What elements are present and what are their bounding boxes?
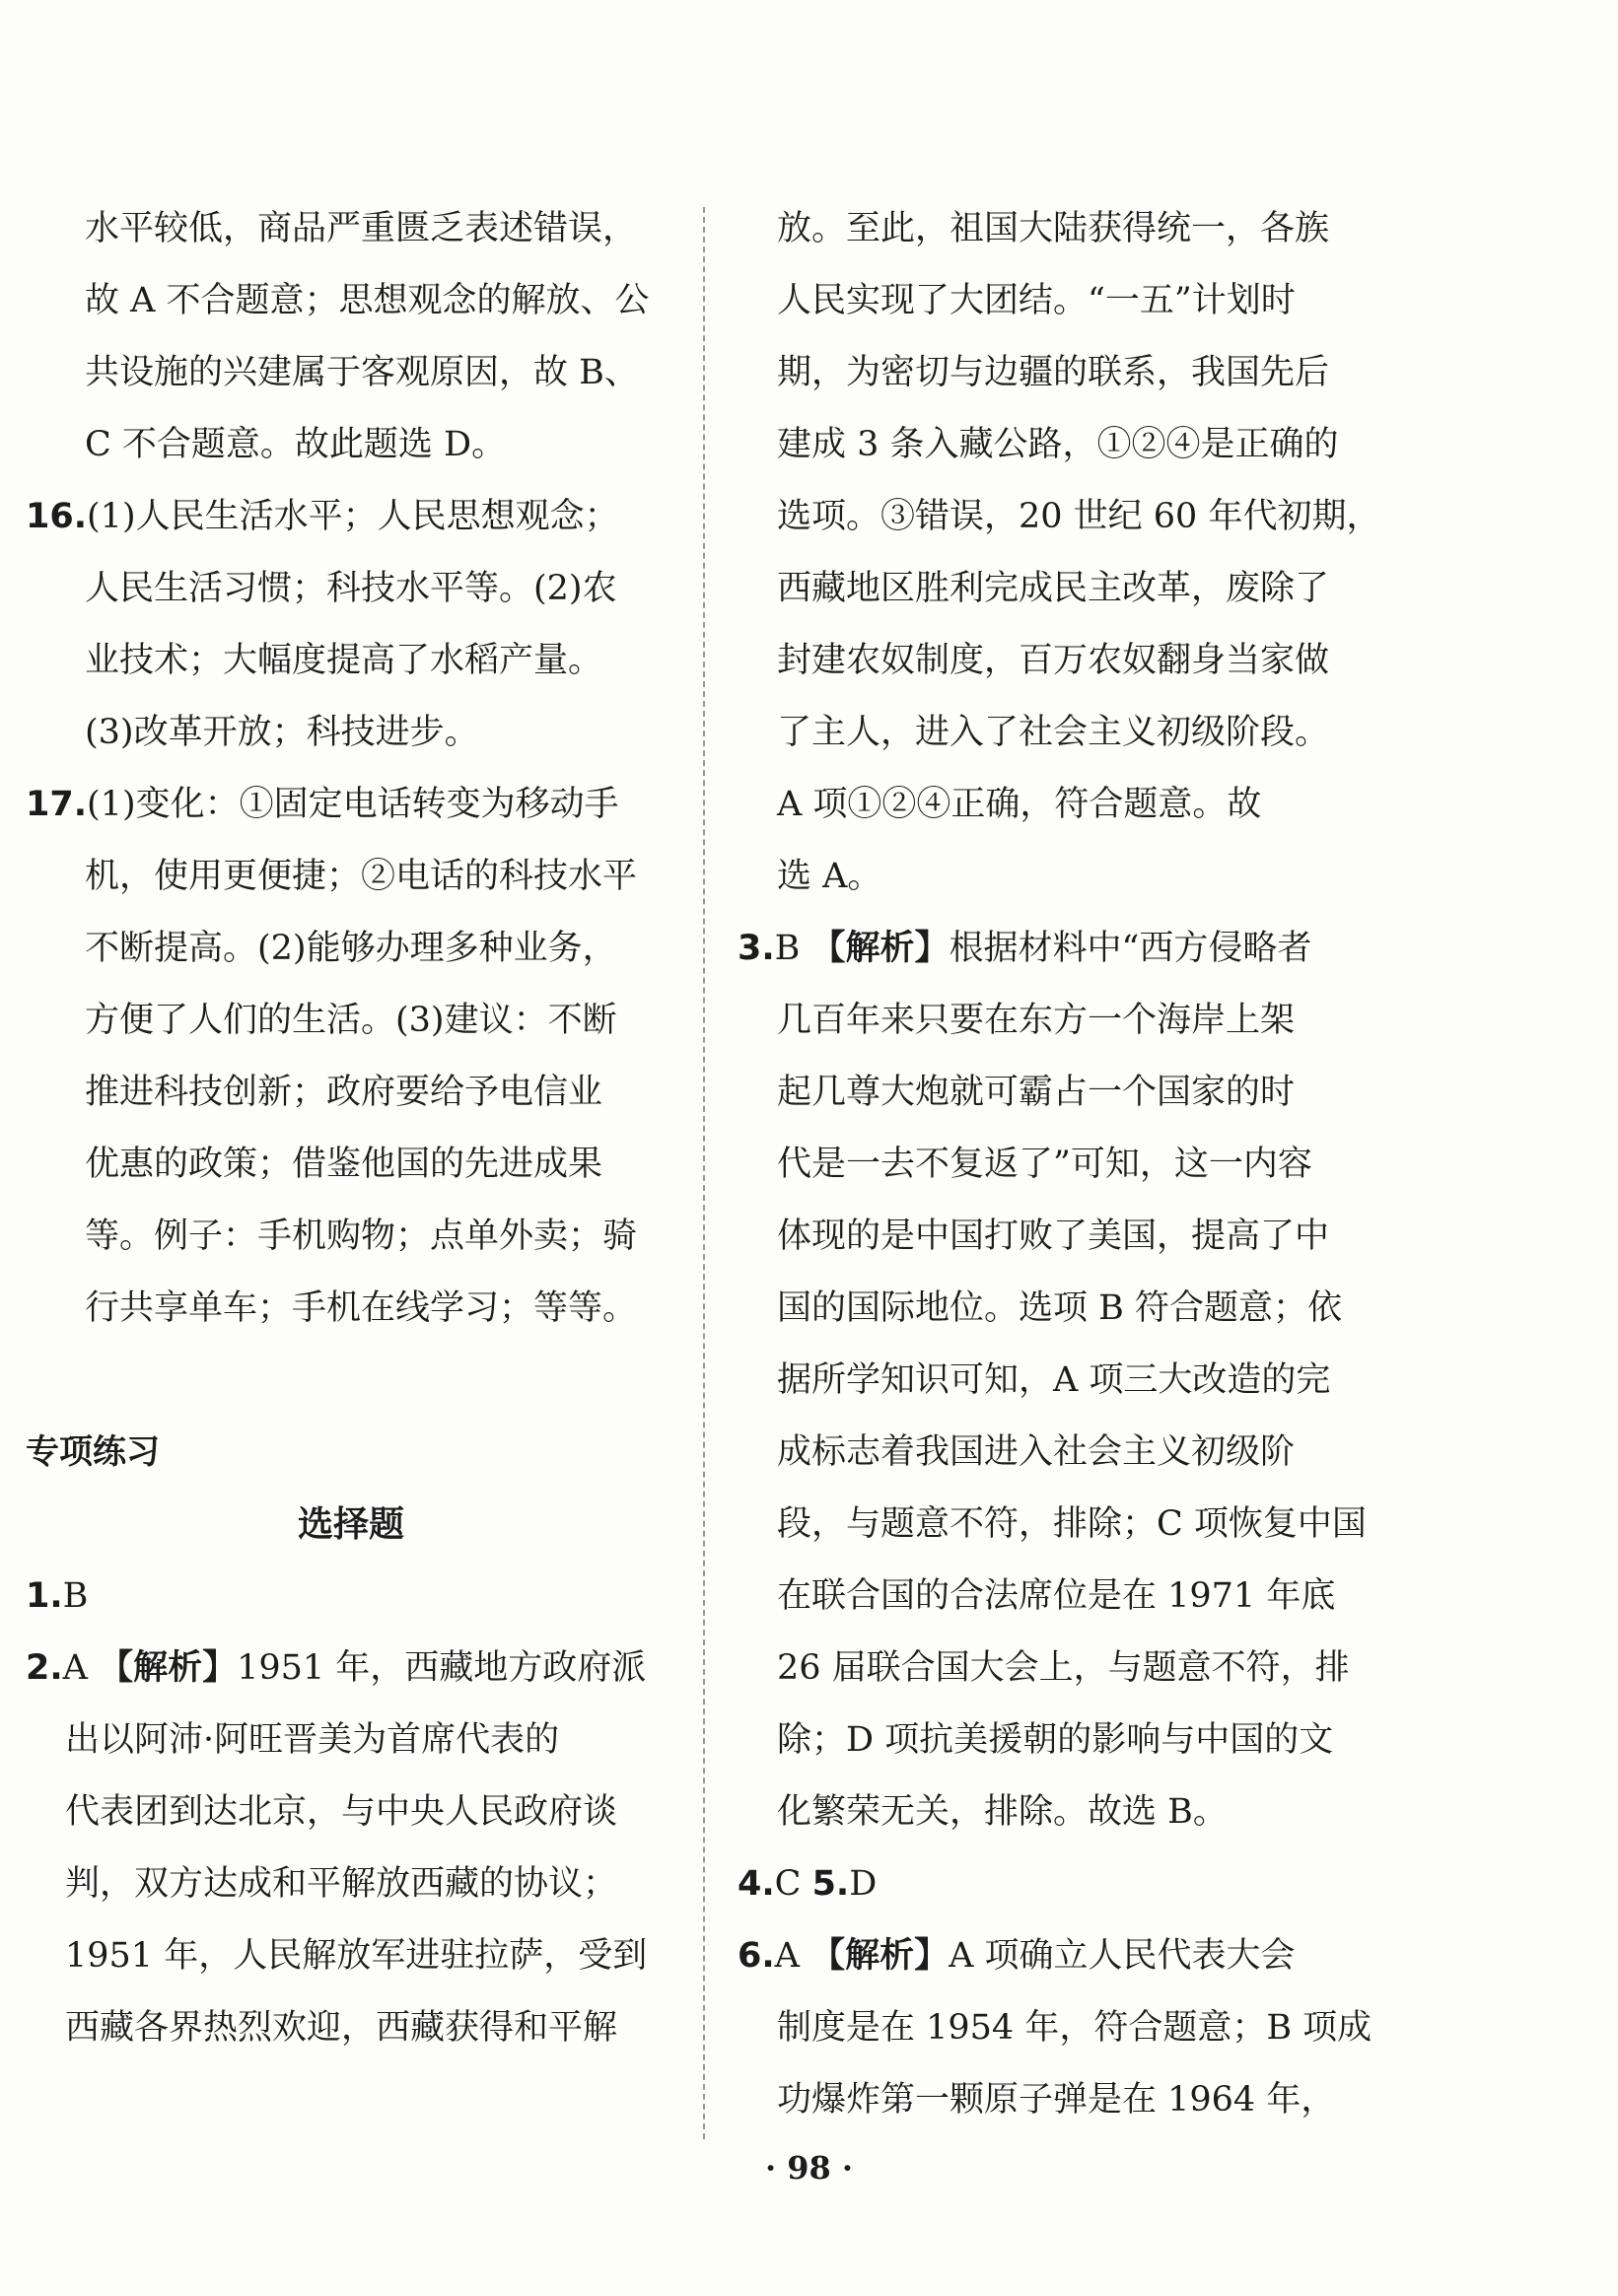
line-text: 制度是在 1954 年，符合题意；B 项成 [777, 2008, 1372, 2048]
line-text: (3)改革开放；科技进步。 [85, 713, 479, 752]
answer-item [26, 1561, 676, 1633]
text-line [738, 409, 1388, 481]
line-text: 共设施的兴建属于客观原因，故 B、 [85, 353, 639, 392]
line-text: 建成 3 条入藏公路，①②④是正确的 [777, 425, 1339, 464]
line-text-rest: 根据材料中“西方侵略者 [949, 929, 1312, 968]
text-line [26, 1273, 676, 1345]
text-line [738, 481, 1388, 553]
line-text: 等。例子：手机购物；点单外卖；骑 [85, 1217, 638, 1256]
answer-item [738, 913, 1388, 985]
text-line [26, 841, 676, 913]
text-line [26, 1129, 676, 1201]
line-text: 代是一去不复返了”可知，这一内容 [777, 1145, 1312, 1184]
line-text: 机，使用更便捷；②电话的科技水平 [85, 857, 638, 896]
text-line [738, 697, 1388, 769]
line-text: 起几尊大炮就可霸占一个国家的时 [777, 1073, 1296, 1112]
line-text: 西藏各界热烈欢迎，西藏获得和平解 [65, 2008, 618, 2048]
answer-item [738, 1848, 1388, 1920]
line-text: B [62, 1576, 89, 1616]
text-line [26, 985, 676, 1057]
subsection-title: 选择题 [297, 1503, 404, 1545]
question-number: 17. [26, 785, 88, 824]
line-text: (1)人民生活水平；人民思想观念； [87, 497, 619, 536]
text-line [738, 1705, 1388, 1776]
line-text: D [849, 1864, 878, 1904]
line-text: 方便了人们的生活。(3)建议：不断 [85, 1001, 617, 1040]
line-text: 体现的是中国打败了美国，提高了中 [777, 1217, 1330, 1256]
line-text: (1)变化：①固定电话转变为移动手 [87, 785, 619, 824]
text-line [26, 1848, 676, 1920]
line-text: 判，双方达成和平解放西藏的协议； [65, 1864, 618, 1904]
text-line [738, 337, 1388, 409]
text-line [26, 913, 676, 985]
analysis-tag: 【解析】 [810, 929, 950, 968]
line-text: 人民实现了大团结。“一五”计划时 [777, 281, 1296, 320]
line-text: 代表团到达北京，与中央人民政府谈 [65, 1792, 618, 1832]
text-line [738, 841, 1388, 913]
line-text: C 不合题意。故此题选 D。 [85, 425, 507, 464]
line-text: 封建农奴制度，百万农奴翻身当家做 [777, 641, 1330, 680]
text-line [738, 1489, 1388, 1561]
line-text: 段，与题意不符，排除；C 项恢复中国 [777, 1504, 1367, 1544]
line-text: 人民生活习惯；科技水平等。(2)农 [85, 569, 617, 608]
text-line [738, 1345, 1388, 1417]
line-text: 在联合国的合法席位是在 1971 年底 [777, 1576, 1336, 1616]
page-number: · 98 · [764, 2149, 854, 2187]
answer-item [738, 1920, 1388, 1992]
line-text: 放。至此，祖国大陆获得统一，各族 [777, 209, 1330, 248]
answer-item [26, 1633, 676, 1705]
left-column [26, 193, 676, 2064]
line-text: 业技术；大幅度提高了水稻产量。 [85, 641, 603, 680]
line-text-rest: 1951 年，西藏地方政府派 [237, 1648, 647, 1688]
line-text: 西藏地区胜利完成民主改革，废除了 [777, 569, 1330, 608]
text-line [26, 1057, 676, 1129]
blank-line [26, 1345, 676, 1417]
line-text: 了主人，进入了社会主义初级阶段。 [777, 713, 1330, 752]
text-line [738, 1633, 1388, 1705]
right-column [738, 193, 1388, 2136]
text-line [738, 265, 1388, 337]
text-line [26, 697, 676, 769]
section-heading: 专项练习 [26, 1432, 160, 1472]
text-line [738, 1129, 1388, 1201]
line-text: 故 A 不合题意；思想观念的解放、公 [85, 281, 650, 320]
text-line [738, 1417, 1388, 1489]
text-line [26, 625, 676, 697]
line-text: 除；D 项抗美援朝的影响与中国的文 [777, 1720, 1334, 1760]
text-line [738, 2064, 1388, 2136]
question-number: 16. [26, 497, 88, 536]
line-text: 选项。③错误，20 世纪 60 年代初期， [777, 497, 1381, 536]
line-text: 出以阿沛·阿旺晋美为首席代表的 [65, 1720, 560, 1760]
line-text: 不断提高。(2)能够办理多种业务， [85, 929, 617, 968]
text-line [738, 1992, 1388, 2064]
answer-item [26, 481, 676, 553]
question-number: 5. [811, 1864, 850, 1904]
text-line [738, 193, 1388, 265]
column-divider [703, 207, 705, 2139]
text-line [26, 337, 676, 409]
question-number: 6. [738, 1936, 775, 1976]
text-line [738, 1057, 1388, 1129]
text-line [26, 1776, 676, 1848]
analysis-tag: 【解析】 [810, 1936, 950, 1976]
line-text: 1951 年，人民解放军进驻拉萨，受到 [65, 1936, 648, 1976]
line-text-rest: A 项确立人民代表大会 [949, 1936, 1296, 1976]
line-text: 几百年来只要在东方一个海岸上架 [777, 1001, 1296, 1040]
question-number: 2. [26, 1648, 63, 1688]
text-line [738, 1273, 1388, 1345]
line-text: 26 届联合国大会上，与题意不符，排 [777, 1648, 1350, 1688]
line-text: 期，为密切与边疆的联系，我国先后 [777, 353, 1330, 392]
text-line [26, 193, 676, 265]
line-text: 行共享单车；手机在线学习；等等。 [85, 1288, 638, 1328]
text-line [26, 553, 676, 625]
text-line [26, 265, 676, 337]
text-line [738, 1776, 1388, 1848]
question-number: 4. [738, 1864, 775, 1904]
answer-item [26, 769, 676, 841]
text-line [26, 1201, 676, 1273]
text-line [738, 769, 1388, 841]
line-text: 化繁荣无关，排除。故选 B。 [777, 1792, 1228, 1832]
question-number: 3. [738, 929, 775, 968]
line-text: 据所学知识可知，A 项三大改造的完 [777, 1360, 1331, 1400]
text-line [738, 553, 1388, 625]
text-line [26, 1705, 676, 1776]
line-text: 选 A。 [777, 857, 882, 896]
text-line [26, 409, 676, 481]
line-text: 功爆炸第一颗原子弹是在 1964 年， [777, 2080, 1336, 2120]
text-line [738, 625, 1388, 697]
analysis-tag: 【解析】 [99, 1648, 238, 1688]
line-text: A [774, 1936, 811, 1976]
text-line [738, 985, 1388, 1057]
line-text: 国的国际地位。选项 B 符合题意；依 [777, 1288, 1342, 1328]
line-text: 推进科技创新；政府要给予电信业 [85, 1073, 603, 1112]
line-text: B [774, 929, 811, 968]
line-text: 水平较低，商品严重匮乏表述错误， [85, 209, 638, 248]
text-line [26, 1920, 676, 1992]
text-line [26, 1992, 676, 2064]
line-text: C [774, 1864, 812, 1904]
line-text: A [62, 1648, 100, 1688]
line-text: 优惠的政策；借鉴他国的先进成果 [85, 1145, 603, 1184]
line-text: A 项①②④正确，符合题意。故 [777, 785, 1262, 824]
text-line [738, 1561, 1388, 1633]
line-text: 成标志着我国进入社会主义初级阶 [777, 1432, 1296, 1472]
text-line [738, 1201, 1388, 1273]
question-number: 1. [26, 1576, 63, 1616]
